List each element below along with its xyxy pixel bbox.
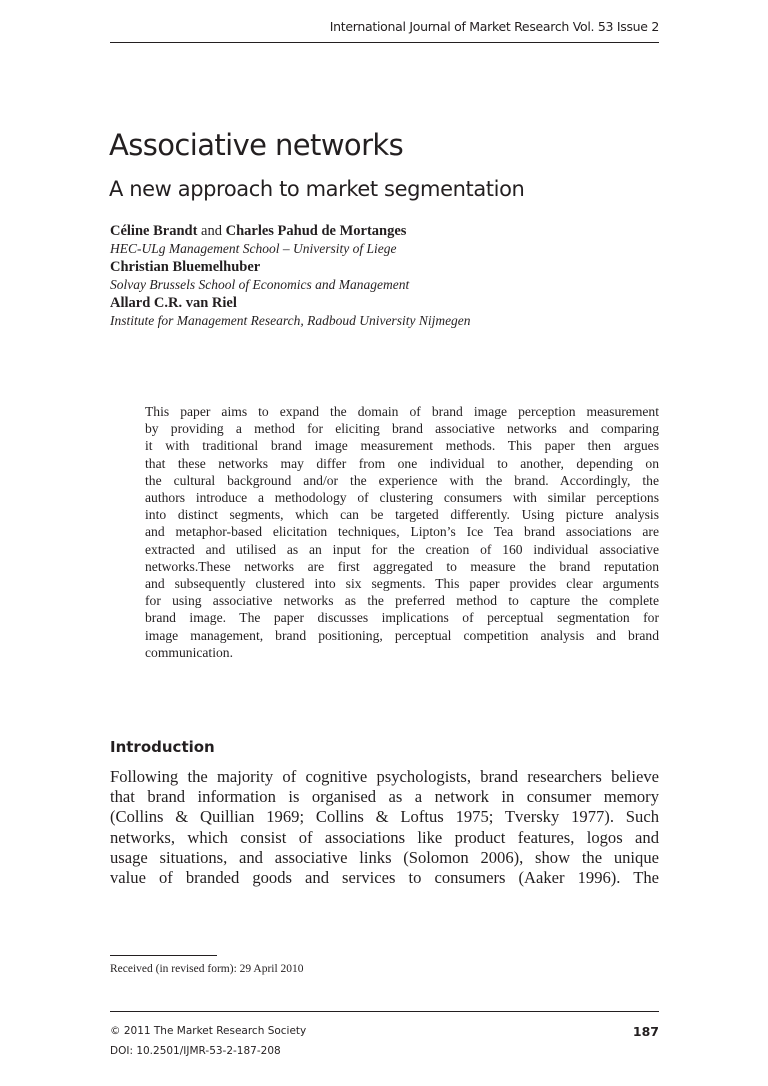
- body-text-line: that brand information is organised as a network in consumer memory: [110, 787, 659, 807]
- body-text-line: Following the majority of cognitive psychologists, brand researchers believe: [110, 767, 659, 786]
- abstract-line: for using associative networks as the preferred method to capture the complete: [145, 593, 659, 609]
- footer-rule: [110, 1011, 659, 1012]
- abstract-line: and metaphor-based elicitation techniques, Lipton’s Ice Tea brand associations are: [145, 524, 659, 540]
- abstract-line: brand image. The paper discusses implications of perceptual segmentation for: [145, 610, 659, 626]
- abstract: [145, 403, 659, 661]
- abstract-line: communication.: [145, 644, 233, 660]
- author-affiliation: Solvay Brussels School of Economics and Management: [110, 277, 410, 292]
- author-name: Allard C.R. van Riel: [110, 295, 237, 311]
- author-name: Céline Brandt: [110, 223, 198, 239]
- abstract-line: into distinct segments, which can be targeted differently. Using picture analysis: [145, 507, 659, 523]
- page-number: 187: [632, 1024, 659, 1039]
- received-date-footnote: Received (in revised form): 29 April 2010: [110, 963, 304, 975]
- header-rule: [110, 42, 659, 43]
- author-name: Christian Bluemelhuber: [110, 259, 261, 275]
- author-conjunction: and: [197, 223, 226, 239]
- abstract-line: image management, brand positioning, perceptual competition analysis and brand: [145, 627, 659, 643]
- introduction-paragraph: [110, 767, 659, 888]
- body-text-line: (Collins & Quillian 1969; Collins & Loftus 1975; Tversky 1977). Such: [110, 807, 659, 827]
- body-text-line: value of branded goods and services to consumers (Aaker 1996). The: [110, 868, 659, 888]
- copyright: © 2011 The Market Research Society: [110, 1025, 307, 1037]
- author-block: [110, 222, 471, 330]
- body-text-line: usage situations, and associative links (Solomon 2006), show the unique: [110, 847, 659, 867]
- abstract-line: networks.These networks are first aggregated to measure the brand reputation: [145, 558, 659, 574]
- running-head: International Journal of Market Research Vol. 53 Issue 2: [329, 19, 659, 34]
- doi: DOI: 10.2501/IJMR-53-2-187-208: [110, 1045, 281, 1057]
- author-affiliation: Institute for Management Research, Radboud University Nijmegen: [110, 313, 471, 328]
- abstract-line: by providing a method for eliciting brand associative networks and comparing: [145, 421, 659, 437]
- author-name: Charles Pahud de Mortanges: [225, 223, 407, 239]
- section-heading-introduction: Introduction: [110, 738, 215, 756]
- abstract-line: and subsequently clustered into six segments. This paper provides clear arguments: [145, 576, 659, 592]
- author-affiliation: HEC-ULg Management School – University of Liege: [110, 241, 397, 256]
- abstract-line: the cultural background and/or the experience with the brand. Accordingly, the: [145, 472, 659, 488]
- abstract-line: that these networks may differ from one individual to another, depending on: [145, 455, 659, 471]
- footnote-rule: [110, 955, 217, 956]
- abstract-line: extracted and utilised as an input for the creation of 160 individual associative: [145, 541, 659, 557]
- body-text-line: networks, which consist of associations like product features, logos and: [110, 827, 659, 847]
- abstract-line: authors introduce a methodology of clustering consumers with similar perceptions: [145, 490, 659, 506]
- article-subtitle: A new approach to market segmentation: [109, 177, 525, 201]
- article-title: Associative networks: [109, 128, 404, 162]
- abstract-line: This paper aims to expand the domain of brand image perception measurement: [145, 404, 659, 419]
- abstract-line: it with traditional brand image measurement methods. This paper then argues: [145, 438, 659, 454]
